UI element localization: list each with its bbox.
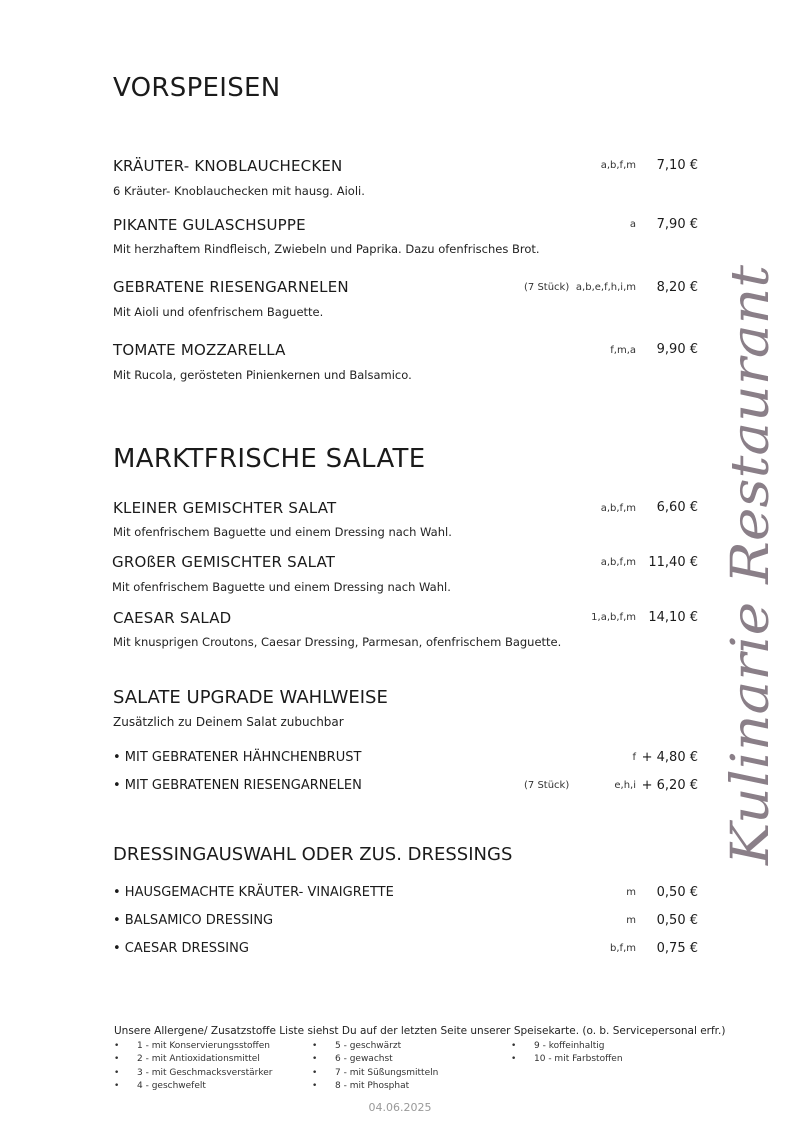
item-price: 6,60 € xyxy=(656,500,698,515)
item-allergens: f,m,a xyxy=(610,345,636,356)
item-allergens: a xyxy=(629,219,636,230)
item-price: 8,20 € xyxy=(656,280,698,295)
item-name: GROßER GEMISCHTER SALAT xyxy=(112,553,336,571)
legend-bullet: • xyxy=(511,1054,517,1064)
option-name: • MIT GEBRATENER HÄHNCHENBRUST xyxy=(113,750,362,765)
legend-entry: 4 - geschwefelt xyxy=(137,1081,206,1091)
option-price: + 4,80 € xyxy=(641,750,698,765)
option-name: • MIT GEBRATENEN RIESENGARNELEN xyxy=(113,778,362,793)
option-price: + 6,20 € xyxy=(641,778,698,793)
legend-column xyxy=(312,1041,502,1097)
section-title-salate: MARKTFRISCHE SALATE xyxy=(113,444,426,474)
option-name: • CAESAR DRESSING xyxy=(113,941,249,956)
legend-entry: 9 - koffeinhaltig xyxy=(534,1041,605,1051)
legend-bullet: • xyxy=(511,1041,517,1051)
option-allergens: b,f,m xyxy=(610,943,636,954)
item-name: TOMATE MOZZARELLA xyxy=(113,341,286,359)
legend-bullet: • xyxy=(312,1068,318,1078)
section-title-dressings: DRESSINGAUSWAHL ODER ZUS. DRESSINGS xyxy=(113,844,513,865)
option-name: • BALSAMICO DRESSING xyxy=(113,913,274,928)
section-title-upgrade: SALATE UPGRADE WAHLWEISE xyxy=(113,687,388,708)
item-allergens: 1,a,b,f,m xyxy=(591,612,636,623)
menu-date: 04.06.2025 xyxy=(368,1101,432,1114)
legend-bullet: • xyxy=(312,1041,318,1051)
legend-entry: 2 - mit Antioxidationsmittel xyxy=(137,1054,260,1064)
item-description: Mit ofenfrischem Baguette und einem Dressing nach Wahl. xyxy=(112,580,451,594)
restaurant-logo xyxy=(720,260,790,870)
option-name: • HAUSGEMACHTE KRÄUTER- VINAIGRETTE xyxy=(113,885,394,900)
option-allergens: m xyxy=(626,915,636,926)
allergen-note: Unsere Allergene/ Zusatzstoffe Liste siehst Du auf der letzten Seite unserer Speisekarte. (o. b. Servicepersonal erfr.) xyxy=(114,1025,726,1037)
item-description: Mit knusprigen Croutons, Caesar Dressing, Parmesan, ofenfrischem Baguette. xyxy=(113,635,562,649)
legend-bullet: • xyxy=(114,1041,120,1051)
item-price: 7,90 € xyxy=(656,217,698,232)
option-allergens: f xyxy=(632,752,636,763)
option-allergens: m xyxy=(626,887,636,898)
item-name: KRÄUTER- KNOBLAUCHECKEN xyxy=(113,157,343,175)
item-allergens: a,b,f,m xyxy=(600,557,636,568)
option-quantity: (7 Stück) xyxy=(524,780,570,791)
item-description: 6 Kräuter- Knoblauchecken mit hausg. Aioli. xyxy=(113,184,365,198)
item-name: GEBRATENE RIESENGARNELEN xyxy=(113,278,349,296)
item-description: Mit herzhaftem Rindfleisch, Zwiebeln und Paprika. Dazu ofenfrisches Brot. xyxy=(113,242,540,256)
legend-entry: 6 - gewachst xyxy=(335,1054,393,1064)
legend-bullet: • xyxy=(312,1081,318,1091)
option-price: 0,75 € xyxy=(656,941,698,956)
item-quantity: (7 Stück) xyxy=(524,282,570,293)
item-allergens: a,b,e,f,h,i,m xyxy=(575,282,636,293)
legend-bullet: • xyxy=(312,1054,318,1064)
item-allergens: a,b,f,m xyxy=(600,160,636,171)
legend-entry: 8 - mit Phosphat xyxy=(335,1081,410,1091)
legend-bullet: • xyxy=(114,1054,120,1064)
option-allergens: e,h,i xyxy=(614,780,636,791)
item-name: CAESAR SALAD xyxy=(113,609,232,627)
item-price: 11,40 € xyxy=(648,555,698,570)
legend-column xyxy=(114,1041,304,1097)
legend-bullet: • xyxy=(114,1068,120,1078)
item-name: PIKANTE GULASCHSUPPE xyxy=(113,216,306,234)
legend-bullet: • xyxy=(114,1081,120,1091)
legend-entry: 3 - mit Geschmacksverstärker xyxy=(137,1068,273,1078)
legend-entry: 1 - mit Konservierungsstoffen xyxy=(137,1041,270,1051)
item-description: Mit Rucola, gerösteten Pinienkernen und Balsamico. xyxy=(113,368,412,382)
option-price: 0,50 € xyxy=(656,885,698,900)
legend-entry: 7 - mit Süßungsmitteln xyxy=(335,1068,439,1078)
item-description: Mit Aioli und ofenfrischem Baguette. xyxy=(113,305,324,319)
section-title-vorspeisen: VORSPEISEN xyxy=(113,73,281,103)
item-description: Mit ofenfrischem Baguette und einem Dressing nach Wahl. xyxy=(113,525,452,539)
item-price: 14,10 € xyxy=(648,610,698,625)
section-subtitle: Zusätzlich zu Deinem Salat zubuchbar xyxy=(113,715,344,729)
item-price: 9,90 € xyxy=(656,342,698,357)
item-allergens: a,b,f,m xyxy=(600,503,636,514)
item-name: KLEINER GEMISCHTER SALAT xyxy=(113,499,337,517)
option-price: 0,50 € xyxy=(656,913,698,928)
logo-text: Kulinarie Restaurant xyxy=(721,315,781,865)
item-price: 7,10 € xyxy=(656,158,698,173)
legend-column xyxy=(511,1041,701,1071)
legend-entry: 5 - geschwärzt xyxy=(335,1041,402,1051)
legend-entry: 10 - mit Farbstoffen xyxy=(534,1054,623,1064)
